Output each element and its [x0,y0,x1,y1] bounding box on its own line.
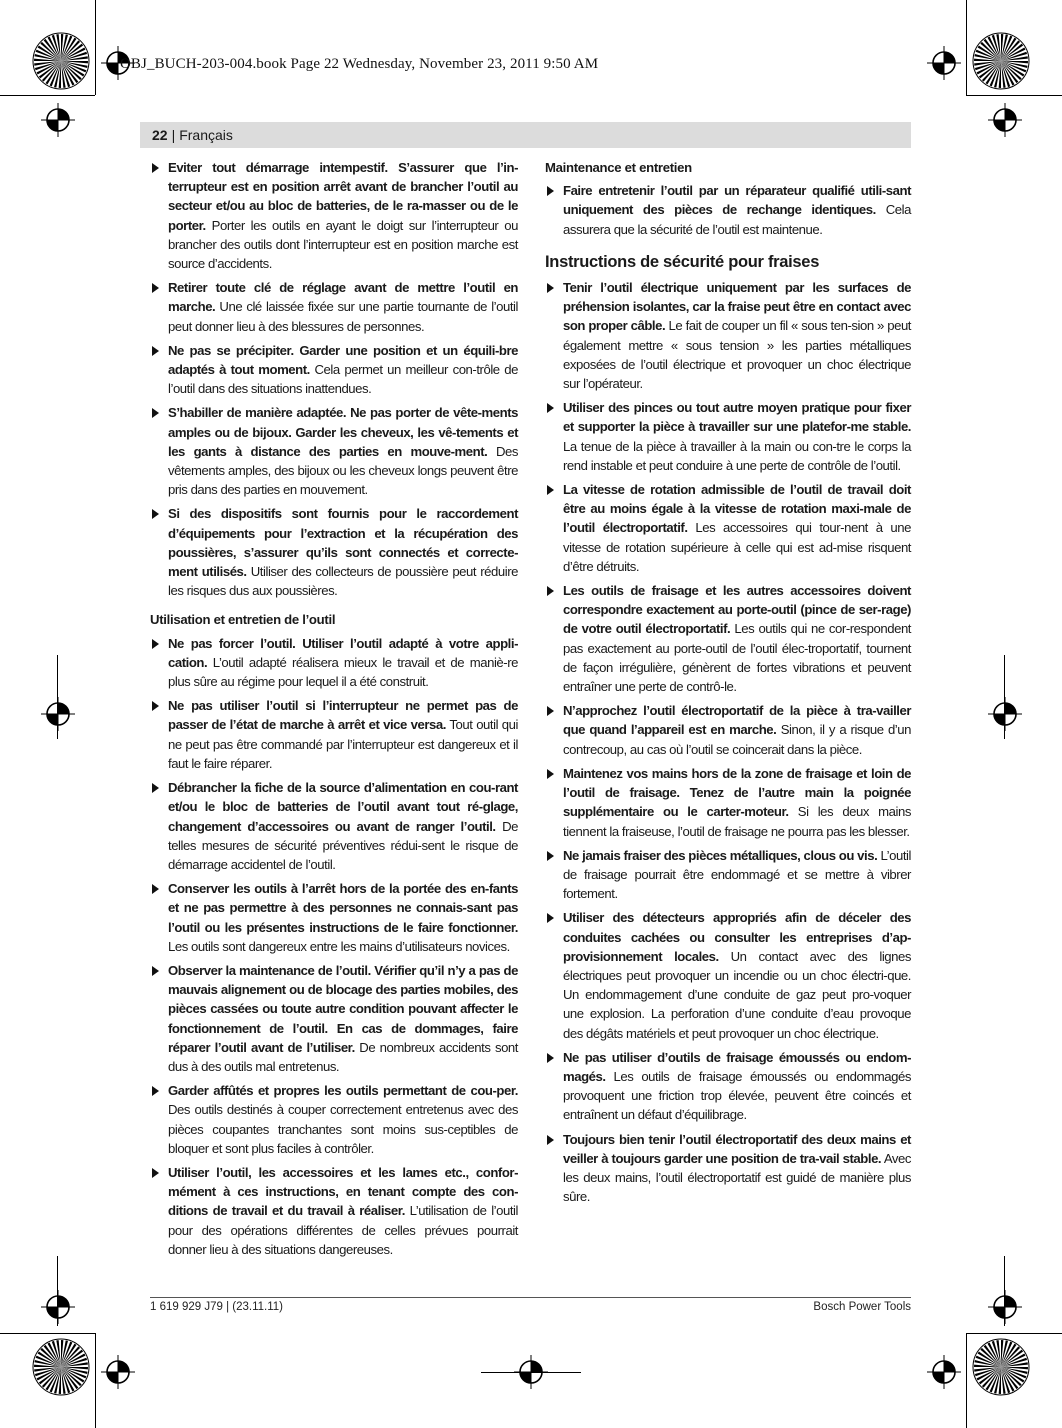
safety-item-heading: S’habiller de manière adaptée. Ne pas porter de vête-ments amples ou de bijoux. Garder les cheveux, les vê-tements et les gants à distance des parties en mouve-ment. [168,405,518,459]
crop-line [0,95,95,96]
safety-item [150,696,518,773]
bullet-arrow-icon [547,186,554,196]
starburst-ray [61,1340,63,1367]
starburst-ray [1001,61,1028,63]
safety-item-heading: Tenir l’outil électrique uniquement par les surfaces de préhension isolantes, car la fraise peut être en contact avec son proper câble. [563,280,911,334]
safety-item-heading: Si des dispositifs sont fournis pour le raccordement d’équipements pour l’extraction et la récupération des poussières, s’assurer qu’ils sont connectés et correcte-ment utilisés. [168,506,518,580]
footer-brand: Bosch Power Tools [813,1301,911,1313]
safety-item [545,581,911,696]
safety-list-use-care [150,634,518,1259]
footer-rule [150,1297,911,1298]
starburst-ray [1001,1367,1028,1369]
right-column [545,158,911,1211]
registration-mark-icon [101,1355,135,1389]
crop-line [966,0,967,95]
starburst-bottom-right-icon [972,1338,1030,1396]
safety-item-heading: Débrancher la fiche de la source d’alimentation en cou-rant et/ou le bloc de batteries de l’outil avant tout ré-glage, changement d’accessoires ou avant de ranger l’outil. [168,780,518,834]
safety-item [150,278,518,336]
safety-item-text: Si les deux mains tiennent la fraiseuse, l’outil de fraisage ne pourra pas les blesser. [563,804,911,839]
safety-item [545,701,911,759]
safety-item-text: Les outils sont dangereux entre les mains d’utilisateurs novices. [168,938,510,954]
safety-item-heading: Ne pas utiliser d’outils de fraisage émoussés ou endom-magés. [563,1049,911,1084]
bullet-arrow-icon [547,1053,554,1063]
starburst-ray [34,1365,61,1367]
safety-item-heading: Les outils de fraisage et les autres accessoires doivent correspondre exactement au porte-outil (pince de ser-rage) de votre outil électroportatif. [563,583,911,637]
starburst-ray [1001,1340,1003,1367]
safety-item-text: Une clé laissée fixée sur une partie tournante de l’outil peut donner lieu à des blessures de personnes. [168,299,518,334]
section-title-router-safety: Instructions de sécurité pour fraises [545,252,820,271]
safety-item [150,504,518,600]
bullet-arrow-icon [152,701,159,711]
safety-item [545,846,911,904]
starburst-ray [59,61,61,88]
subheading-use-care: Utilisation et entretien de l’outil [150,612,336,628]
safety-item-text: Les outils de fraisage émoussés ou endommagés provoquent une friction trop élevée, peuvent être coincés et entraînent un défaut d’équilibrage. [563,1068,911,1123]
bullet-arrow-icon [152,283,159,293]
crop-line [966,1333,1062,1334]
safety-item-heading: Conserver les outils à l’arrêt hors de la portée des en-fants et ne pas permettre à des personnes ne connais-sant pas l’outil ou les présentes instructions de le faire fonctionner. [168,881,518,935]
print-slug: OBJ_BUCH-203-004.book Page 22 Wednesday, November 23, 2011 9:50 AM [120,56,599,72]
safety-item-text: Les accessoires qui tour-nent à une vitesse de rotation supérieure à celle qui est ad-mise risquent d’être détruits. [563,520,911,574]
registration-mark-icon [988,697,1022,731]
crop-line [1004,655,1005,739]
safety-item-heading: Garder affûtés et propres les outils permettant de cou-per. [168,1083,518,1099]
safety-item [150,634,518,692]
safety-item-text: Des outils destinés à couper correctement entretenus avec des pièces coupantes tranchantes sont moins sus-ceptibles de bloquer et sont plus faciles à contrôler. [168,1102,518,1156]
safety-item-text: Le fait de couper un fil « sous ten-sion » peut également mettre « sous tension » les parties métalliques exposées de l’outil électrique et provoquer un choc électrique sur l’opérateur. [563,318,911,392]
safety-item-text: La tenue de la pièce à travailler à la main ou con-tre le corps la rend instable et peut conduire à une perte de contrôle de l’outil. [563,438,911,473]
starburst-ray [34,59,61,61]
starburst-ray [999,1367,1001,1394]
safety-item [545,181,911,239]
bullet-arrow-icon [547,485,554,495]
safety-item [150,341,518,399]
registration-mark-icon [927,46,961,80]
bullet-arrow-icon [547,706,554,716]
crop-line [481,1372,581,1373]
page-number: 22 [152,127,168,143]
bullet-arrow-icon [152,1168,159,1178]
crop-line [966,1333,967,1428]
crop-line [1004,1256,1005,1326]
safety-item [545,278,911,393]
bullet-arrow-icon [547,769,554,779]
safety-item-heading: Utiliser des détecteurs appropriés afin de déceler des conduites cachées ou consulter les entreprises d’ap-provisionnement locales. [563,910,911,964]
safety-item [150,961,518,1076]
safety-item [545,908,911,1042]
registration-mark-icon [41,1290,75,1324]
crop-line [95,1333,96,1428]
safety-item-heading: N’approchez l’outil électroportatif de la pièce à tra-vailler que quand l’appareil est en marche. [563,703,911,738]
starburst-top-left-icon [32,32,90,90]
starburst-ray [1001,34,1003,61]
safety-item [545,398,911,475]
safety-list-router [545,278,911,1206]
header-separator: | [171,127,176,143]
registration-mark-icon [41,103,75,137]
page-header [140,122,911,148]
bullet-arrow-icon [152,966,159,976]
crop-line [57,1256,58,1326]
starburst-ray [59,1367,61,1394]
safety-item-text: Sinon, il y a risque d’un contrecoup, au cas où l’outil se coincerait dans la pièce. [563,722,911,757]
registration-mark-icon [988,103,1022,137]
safety-item-heading: Retirer toute clé de réglage avant de mettre l’outil en marche. [168,280,518,315]
bullet-arrow-icon [152,509,159,519]
safety-item-heading: Ne jamais fraiser des pièces métalliques, clous ou vis. [563,847,878,863]
safety-item [545,1130,911,1207]
safety-item-text: Un contact avec des lignes électriques peut provoquer un incendie ou un choc électri-que. Un endommagement d’une conduite de gaz peut pro-voquer une explosion. La perforation d’une conduite d’eau provoque des dégâts matériels et peut provoquer un choc électrique. [563,948,911,1041]
safety-list-general [150,158,518,600]
bullet-arrow-icon [152,1086,159,1096]
bullet-arrow-icon [547,851,554,861]
safety-item-text: Des vêtements amples, des bijoux ou les cheveux longs peuvent être pris dans des parties en mouvement. [168,443,518,498]
bullet-arrow-icon [152,346,159,356]
safety-item-heading: Ne pas se précipiter. Garder une position et un équili-bre adaptés à tout moment. [168,342,518,378]
bullet-arrow-icon [547,1135,554,1145]
safety-item [545,764,911,841]
bullet-arrow-icon [152,639,159,649]
subheading-maintenance: Maintenance et entretien [545,160,692,175]
safety-item-text: Avec les deux mains, l’outil électroportatif est guidé de manière plus sûre. [563,1150,911,1205]
safety-list-maintenance [545,181,911,239]
header-language: Français [179,127,233,143]
starburst-ray [974,1365,1001,1367]
starburst-ray [61,34,63,61]
bullet-arrow-icon [547,283,554,293]
safety-item-text: L’outil adapté réalisera mieux le travail et de maniè-re plus sûre au régime pour lequel il a été construit. [168,654,518,690]
starburst-ray [61,1367,88,1369]
safety-item-text: Cela assurera que la sécurité de l’outil est maintenue. [563,202,911,237]
bullet-arrow-icon [152,884,159,894]
safety-item-heading: Utiliser l’outil, les accessoires et les lames etc., confor-mément à ces instructions, en tenant compte des con-ditions de travail et du travail à réaliser. [168,1164,518,1219]
crop-line [57,655,58,739]
safety-item-heading: La vitesse de rotation admissible de l’outil de travail doit être au moins égale à la vitesse de rotation maxi-male de l’outil électroportatif. [563,482,911,536]
safety-item-heading: Faire entretenir l’outil par un réparateur qualifié utili-sant uniquement des pièces de rechange identiques. [563,183,911,218]
safety-item-heading: Ne pas utiliser l’outil si l’interrupteur ne permet pas de passer de l’état de marche à arrêt et vice versa. [168,698,518,733]
starburst-ray [999,61,1001,88]
safety-item [150,1163,518,1259]
crop-line [966,95,1062,96]
safety-item [150,1081,518,1158]
safety-item-text: Porter les outils en ayant le doigt sur l’interrupteur ou brancher des outils dont l’interrupteur est en position marche est source d’accidents. [168,217,518,272]
safety-item-heading: Ne pas forcer l’outil. Utiliser l’outil adapté à votre appli-cation. [168,635,518,670]
safety-item-text: Tout outil qui ne peut pas être commandé par l’interrupteur est dangereux et il faut le faire réparer. [168,717,518,771]
safety-item [150,778,518,874]
safety-item-heading: Utiliser des pinces ou tout autre moyen pratique pour fixer et supporter la pièce à travailler sur une platefor-me stable. [563,400,911,435]
bullet-arrow-icon [152,408,159,418]
safety-item [150,879,518,956]
bullet-arrow-icon [547,586,554,596]
safety-item-text: L’outil de fraisage pourrait être endommagé et se mettre à vibrer fortement. [563,847,911,902]
safety-item [150,158,518,273]
crop-line [95,0,96,95]
safety-item-heading: Toujours bien tenir l’outil électroportatif des deux mains et veiller à toujours garder une position de tra-vail stable. [563,1131,911,1166]
safety-item-text: De nombreux accidents sont dus à des outils mal entretenus. [168,1039,518,1074]
safety-item-heading: Observer la maintenance de l’outil. Vérifier qu’il n’y a pas de mauvais alignement ou de blocage des parties mobiles, des pièces cassées ou toute autre condition pouvant affecter le fonctionnement de l’outil. En cas de dommages, faire réparer l’outil avant de l’utiliser. [168,962,518,1055]
bullet-arrow-icon [547,913,554,923]
safety-item-heading: Eviter tout démarrage intempestif. S’assurer que l’in-terrupteur est en position arrêt avant de brancher l’outil au secteur et/ou au bloc de batteries, de le ra-masser ou de le porter. [168,160,518,233]
bullet-arrow-icon [152,783,159,793]
left-column [150,158,518,1264]
safety-item [545,1048,911,1125]
safety-item-text: Utiliser des collecteurs de poussière peut réduire les risques dus aux poussières. [168,564,518,599]
registration-mark-icon [988,1290,1022,1324]
starburst-ray [974,59,1001,61]
bullet-arrow-icon [547,403,554,413]
footer-doc-code: 1 619 929 J79 | (23.11.11) [150,1301,283,1313]
registration-mark-icon [41,697,75,731]
safety-item-text: De telles mesures de sécurité préventives rédui-sent le risque de démarrage accidentel de l’outil. [168,818,518,872]
registration-mark-icon [927,1355,961,1389]
bullet-arrow-icon [152,163,159,173]
safety-item-text: Cela permet un meilleur con-trôle de l’outil dans des situations inattendues. [168,362,518,397]
starburst-bottom-left-icon [32,1338,90,1396]
safety-item [150,403,518,499]
crop-line [0,1333,95,1334]
starburst-ray [61,61,88,63]
safety-item-text: Les outils qui ne cor-respondent pas exactement au porte-outil de l’outil élec-troportatif, tournent de façon irrégulière, génèrent de fortes vibrations et peuvent entraîner une perte de contrô-le. [563,621,911,695]
safety-item-text: L’utilisation de l’outil pour des opérations différentes de celles prévues pourrait donner lieu à des situations dangereuses. [168,1203,518,1257]
safety-item-heading: Maintenez vos mains hors de la zone de fraisage et loin de l’outil de fraisage. Tenez de l’autre main la poignée supplémentaire ou le carter-moteur. [563,765,911,820]
starburst-top-right-icon [972,32,1030,90]
safety-item [545,480,911,576]
